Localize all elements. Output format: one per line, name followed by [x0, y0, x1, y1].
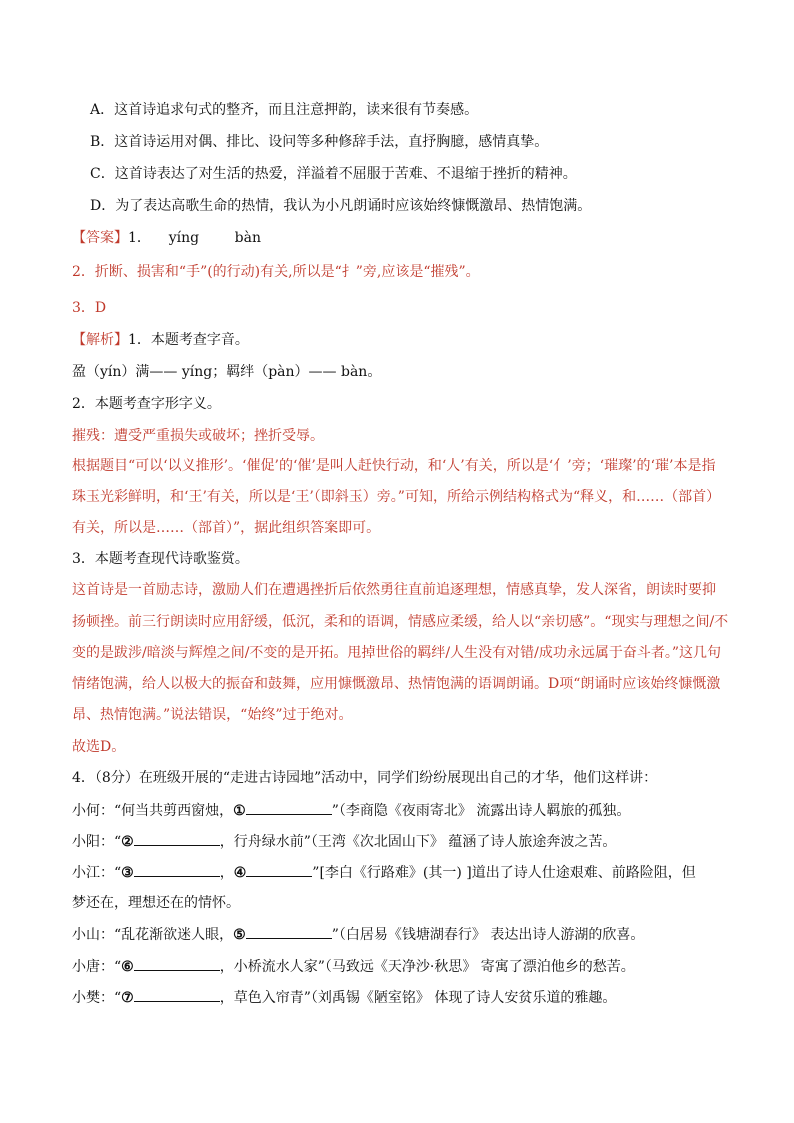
question-4-intro: 4．（8分）在班级开展的“走进古诗园地”活动中，同学们纷纷展现出自己的才华，他们这样讲：: [72, 770, 658, 786]
option-d: D．为了表达高歌生命的热情，我认为小凡朗诵时应该始终慷慨激昂、热情饱满。: [90, 198, 592, 214]
jiang-text-b: ”[李白《行路难》(其一) ]道出了诗人仕途艰难、前路险阻，但: [312, 865, 696, 881]
option-b: B．这首诗运用对偶、排比、设问等多种修辞手法，直抒胸臆，感情真挚。: [90, 134, 549, 150]
shan-text-b: ”（白居易《钱塘湖春行》 表达出诗人游湖的欣喜。: [331, 927, 645, 943]
jiang-text-a: 小江：“: [72, 865, 122, 881]
he-text-a: 小何：“何当共剪西窗烛，: [72, 803, 234, 819]
blank-4[interactable]: [246, 862, 312, 877]
blank-6[interactable]: [134, 956, 220, 971]
analysis-line-2: 盈（yín）满—— yíng；羁绊（pàn）—— bàn。: [72, 364, 382, 380]
analysis-line-6: 珠玉光彩鲜明，和‘王’有关，所以是‘王’（即斜玉）旁。”可知，所给示例结构格式为“释义，和……（部首）: [72, 489, 721, 505]
question-4-line-shan: [72, 924, 732, 945]
analysis-line-10: 扬顿挫。前三行朗读时应用舒缓，低沉，柔和的语调，情感应柔缓，给人以“亲切感”。“现实与理想之间/不: [72, 614, 729, 630]
question-4-line-jiang-cont: 梦还在，理想还在的情怀。: [72, 895, 240, 911]
blank-7[interactable]: [134, 987, 220, 1002]
shan-text-a: 小山：“乱花渐欲迷人眼，: [72, 927, 234, 943]
tang-text-a: 小唐：“: [72, 959, 122, 975]
analysis-line-14: 故选D。: [72, 739, 126, 755]
blank-5[interactable]: [246, 924, 332, 939]
answer-tag: 【答案】: [72, 230, 128, 246]
analysis-line-5: 根据题目“可以‘以义推形’。‘催促’的‘催’是叫人赶快行动，和‘人’有关，所以是‘亻’旁；‘璀璨’的‘璀’本是指: [72, 458, 716, 474]
answer-line-1: [72, 228, 732, 248]
fan-text-a: 小樊：“: [72, 990, 122, 1006]
analysis-1-text: 1．本题考查字音。: [128, 332, 249, 348]
tang-text-b: ，小桥流水人家”（马致远《天净沙·秋思》 寄寓了漂泊他乡的愁苦。: [219, 959, 635, 975]
blank-2-number: ②: [121, 834, 134, 850]
analysis-line-11: 变的是跋涉/暗淡与辉煌之间/不变的是开拓。甩掉世俗的羁绊/人生没有对错/成功永远属于奋斗者。”这几句: [72, 645, 722, 661]
question-4-line-yang: [72, 831, 732, 852]
blank-5-number: ⑤: [233, 927, 246, 943]
blank-6-number: ⑥: [121, 959, 134, 975]
option-a: A．这首诗追求句式的整齐，而且注意押韵，读来很有节奏感。: [90, 102, 479, 118]
analysis-line-1: [72, 330, 732, 350]
analysis-line-13: 昂、热情饱满。”说法错误，“始终”过于绝对。: [72, 707, 353, 723]
question-4-line-jiang: [72, 862, 732, 883]
question-4-line-fan: [72, 987, 732, 1008]
analysis-tag: 【解析】: [72, 332, 128, 348]
analysis-line-12: 情绪饱满，给人以极大的振奋和鼓舞，应用慷慨激昂、热情饱满的语调朗诵。D项“朗诵时应该始终慷慨激: [72, 676, 721, 692]
answer-line-3: 3．D: [72, 300, 107, 316]
blank-1-number: ①: [233, 803, 246, 819]
analysis-line-4: 摧残：遭受严重损失或破坏；挫折受辱。: [72, 428, 324, 444]
option-c: C．这首诗表达了对生活的热爱，洋溢着不屈服于苦难、不退缩于挫折的精神。: [90, 166, 577, 182]
yang-text-b: ，行舟绿水前”（王湾《次北固山下》 蕴涵了诗人旅途奔波之苦。: [219, 834, 617, 850]
analysis-line-8: 3．本题考查现代诗歌鉴赏。: [72, 551, 249, 567]
blank-3-number: ③: [121, 865, 134, 881]
answer-1-text: 1． yíng bàn: [128, 230, 261, 246]
jiang-text-mid: ，: [219, 865, 234, 881]
he-text-b: ”（李商隐《夜雨寄北》 流露出诗人羁旅的孤独。: [331, 803, 631, 819]
fan-text-b: ，草色入帘青”（刘禹锡《陋室铭》 体现了诗人安贫乐道的雅趣。: [219, 990, 617, 1006]
answer-line-2: 2．折断、损害和“手”(的行动)有关,所以是“扌”旁,应该是“摧残”。: [72, 264, 480, 280]
blank-2[interactable]: [134, 831, 220, 846]
question-4-line-he: [72, 800, 732, 821]
blank-4-number: ④: [233, 865, 247, 881]
analysis-line-7: 有关，所以是……（部首）”，据此组织答案即可。: [72, 520, 381, 536]
analysis-line-9: 这首诗是一首励志诗，激励人们在遭遇挫折后依然勇往直前追逐理想，情感真挚，发人深省，朗读时要抑: [72, 582, 716, 598]
blank-1[interactable]: [246, 800, 332, 815]
blank-3[interactable]: [134, 862, 220, 877]
question-4-line-tang: [72, 956, 732, 977]
blank-7-number: ⑦: [121, 990, 134, 1006]
analysis-line-3: 2．本题考查字形字义。: [72, 396, 221, 412]
yang-text-a: 小阳：“: [72, 834, 122, 850]
